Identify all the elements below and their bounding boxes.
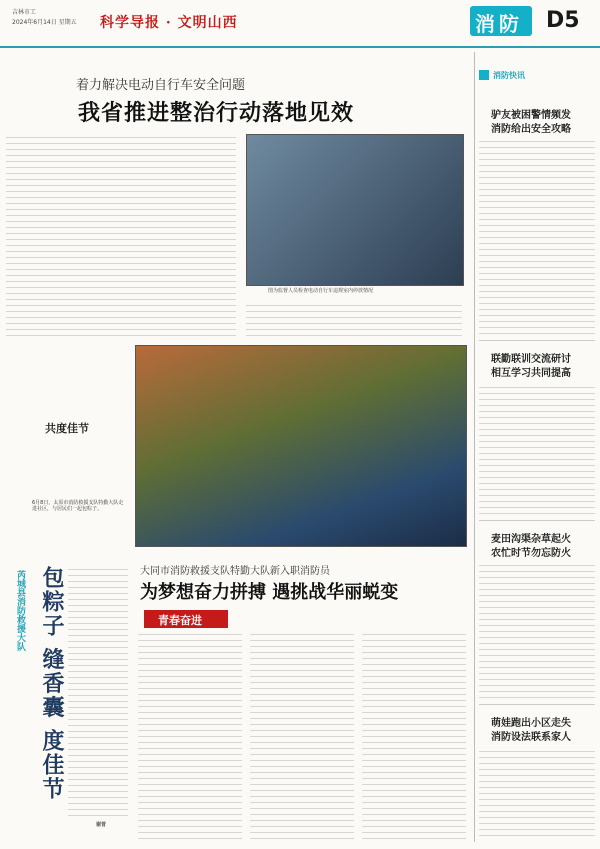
stamp-text: 青春奋进 <box>158 614 202 627</box>
sidebar-item-title: 农忙时节勿忘防火 <box>491 548 571 559</box>
vertical-article <box>6 560 131 840</box>
slogan: 科学导报 · 文明山西 <box>100 15 238 31</box>
sidebar-item <box>479 104 595 341</box>
sidebar-item-title: 驴友被困警情频发 <box>491 110 571 121</box>
center-body-col2 <box>250 634 354 839</box>
vertical-byline: 谢晋 <box>96 822 107 828</box>
page-number: D5 <box>546 8 580 33</box>
center-article <box>138 558 466 843</box>
photo-caption: 图为监督人员检查电动自行车违规室内停放情况 <box>268 288 374 294</box>
article-title: 我省推进整治行动落地见效 <box>78 101 355 126</box>
column-tag-box <box>479 70 489 80</box>
masthead <box>0 0 600 48</box>
festival-label: 共度佳节 <box>45 422 89 435</box>
sidebar-item <box>479 528 595 705</box>
sidebar-item <box>479 348 595 521</box>
article-subtitle: 着力解决电动自行车安全问题 <box>76 78 246 93</box>
vertical-subtitle: 芮城县消防救援大队 <box>15 570 25 651</box>
center-title: 为梦想奋力拼搏 遇挑战华丽蜕变 <box>140 582 399 603</box>
vertical-body-text <box>68 566 128 816</box>
sidebar-item-body <box>479 140 595 334</box>
sidebar-item-title: 消防给出安全攻略 <box>491 124 571 135</box>
sidebar-item-title: 麦田沟渠杂草起火 <box>491 534 571 545</box>
sidebar-item-body <box>479 384 595 514</box>
center-body-col1 <box>138 634 242 839</box>
center-subtitle: 大同市消防救援支队特勤大队新入职消防员 <box>140 566 330 577</box>
section-name: 消防 <box>475 12 523 36</box>
sidebar-item-body <box>479 564 595 698</box>
sidebar-item-title: 相互学习共同提高 <box>491 368 571 379</box>
sidebar-item <box>479 712 595 840</box>
sidebar-item-title: 萌娃跑出小区走失 <box>491 718 571 729</box>
sidebar-item-body <box>479 748 595 836</box>
festival-photo <box>135 345 467 547</box>
center-body-col3 <box>362 634 466 839</box>
paper-name: 吉林市工 <box>12 9 37 16</box>
issue-date: 2024年6月14日 星期五 <box>12 19 77 26</box>
festival-caption: 6月8日，太原市消防救援支队特勤大队走进社区，与居民们一起包粽子。 <box>32 500 124 512</box>
article-body-text-2 <box>246 300 462 336</box>
article-body-text <box>6 136 236 336</box>
inspection-photo <box>246 134 464 286</box>
sidebar-item-title: 联勤联训交流研讨 <box>491 354 571 365</box>
vertical-title: 包粽子 缝香囊 度佳节 <box>39 566 64 802</box>
top-article <box>6 72 466 340</box>
sidebar <box>474 52 597 842</box>
sidebar-item-title: 消防设法联系家人 <box>491 732 571 743</box>
column-tag: 消防快讯 <box>493 71 525 80</box>
